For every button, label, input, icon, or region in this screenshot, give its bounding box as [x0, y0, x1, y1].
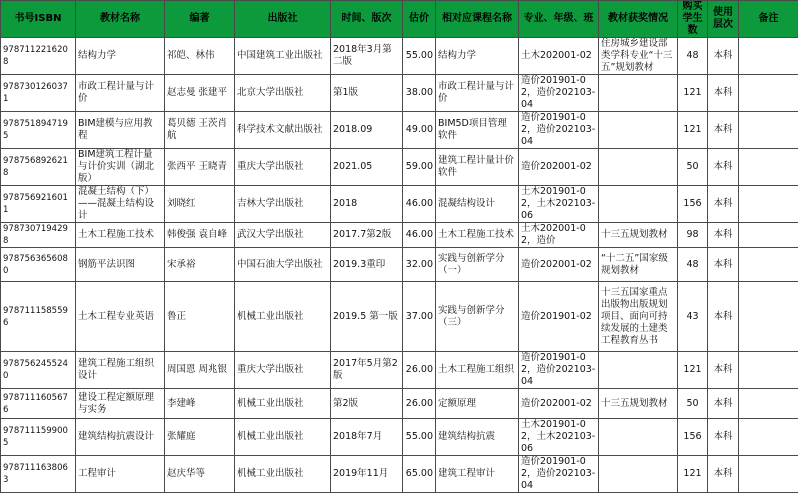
cell-title[interactable]: 钢筋平法识图	[76, 248, 165, 282]
cell-level[interactable]: 本科	[708, 389, 739, 419]
cell-award[interactable]: 十三五国家重点出版物出版规划项目、面向可持续发展的土建类工程教育丛书	[599, 282, 678, 352]
cell-class[interactable]: 造价202001-02	[519, 149, 599, 186]
table-row[interactable]	[1, 389, 798, 419]
cell-edition[interactable]: 2018	[331, 186, 403, 223]
cell-title[interactable]: 建筑工程施工组织设计	[76, 352, 165, 389]
cell-price[interactable]: 55.00	[403, 38, 436, 75]
cell-remarks[interactable]	[739, 223, 798, 248]
cell-course[interactable]: 混凝结构设计	[436, 186, 519, 223]
cell-course[interactable]: 土木工程施工技术	[436, 223, 519, 248]
cell-students[interactable]: 121	[678, 456, 708, 493]
cell-remarks[interactable]	[739, 38, 798, 75]
table-row[interactable]	[1, 282, 798, 352]
cell-remarks[interactable]	[739, 352, 798, 389]
table-row[interactable]	[1, 75, 798, 112]
cell-publisher[interactable]: 重庆大学出版社	[235, 149, 331, 186]
cell-course[interactable]: 定额原理	[436, 389, 519, 419]
cell-author[interactable]: 张西平 王晓青	[165, 149, 235, 186]
cell-remarks[interactable]	[739, 186, 798, 223]
cell-price[interactable]: 46.00	[403, 186, 436, 223]
cell-author[interactable]: 周国恩 周兆银	[165, 352, 235, 389]
cell-publisher[interactable]: 科学技术文献出版社	[235, 112, 331, 149]
cell-students[interactable]: 121	[678, 352, 708, 389]
cell-students[interactable]: 156	[678, 186, 708, 223]
cell-price[interactable]: 49.00	[403, 112, 436, 149]
cell-title[interactable]: BIM建模与应用教程	[76, 112, 165, 149]
cell-price[interactable]: 38.00	[403, 75, 436, 112]
cell-author[interactable]: 宋承裕	[165, 248, 235, 282]
cell-price[interactable]: 65.00	[403, 456, 436, 493]
cell-level[interactable]: 本科	[708, 149, 739, 186]
cell-title[interactable]: 建设工程定额原理与实务	[76, 389, 165, 419]
header-title[interactable]: 教材名称	[76, 1, 165, 38]
table-row[interactable]	[1, 149, 798, 186]
cell-author[interactable]: 赵志曼 张建平	[165, 75, 235, 112]
cell-class[interactable]: 土木202001-02	[519, 38, 599, 75]
cell-award[interactable]	[599, 456, 678, 493]
table-row[interactable]	[1, 419, 798, 456]
cell-remarks[interactable]	[739, 112, 798, 149]
table-row[interactable]	[1, 248, 798, 282]
cell-level[interactable]: 本科	[708, 248, 739, 282]
cell-class[interactable]: 土木201901-02，土木202103-06	[519, 419, 599, 456]
cell-level[interactable]: 本科	[708, 186, 739, 223]
cell-title[interactable]: 土木工程专业英语	[76, 282, 165, 352]
cell-isbn[interactable]: 9787111585596	[1, 282, 76, 352]
cell-course[interactable]: 市政工程计量与计价	[436, 75, 519, 112]
cell-edition[interactable]: 2018.09	[331, 112, 403, 149]
cell-isbn[interactable]: 9787112216208	[1, 38, 76, 75]
cell-course[interactable]: 建筑结构抗震	[436, 419, 519, 456]
cell-award[interactable]: 住房城乡建设部类学科专业“十三五”规划教材	[599, 38, 678, 75]
header-edition[interactable]: 时间、版次	[331, 1, 403, 38]
cell-award[interactable]	[599, 149, 678, 186]
cell-course[interactable]: 土木工程施工组织	[436, 352, 519, 389]
cell-isbn[interactable]: 9787568926218	[1, 149, 76, 186]
cell-students[interactable]: 48	[678, 38, 708, 75]
cell-award[interactable]	[599, 419, 678, 456]
cell-class[interactable]: 土木202001-02，造价	[519, 223, 599, 248]
cell-price[interactable]: 26.00	[403, 352, 436, 389]
cell-level[interactable]: 本科	[708, 282, 739, 352]
header-row	[1, 1, 798, 38]
cell-level[interactable]: 本科	[708, 456, 739, 493]
cell-students[interactable]: 50	[678, 149, 708, 186]
cell-award[interactable]: 十三五规划教材	[599, 223, 678, 248]
cell-price[interactable]: 55.00	[403, 419, 436, 456]
cell-title[interactable]: 土木工程施工技术	[76, 223, 165, 248]
table-row[interactable]	[1, 112, 798, 149]
cell-title[interactable]: 混凝土结构（下）——混凝土结构设计	[76, 186, 165, 223]
cell-edition[interactable]: 第2版	[331, 389, 403, 419]
table-row[interactable]	[1, 38, 798, 75]
cell-author[interactable]: 刘晓红	[165, 186, 235, 223]
cell-class[interactable]: 土木201901-02，土木202103-06	[519, 186, 599, 223]
cell-author[interactable]: 葛贝德 王茨肖航	[165, 112, 235, 149]
cell-course[interactable]: 建筑工程审计	[436, 456, 519, 493]
cell-course[interactable]: 实践与创新学分（一）	[436, 248, 519, 282]
cell-class[interactable]: 造价201901-02	[519, 282, 599, 352]
cell-price[interactable]: 37.00	[403, 282, 436, 352]
cell-course[interactable]: 建筑工程计量计价软件	[436, 149, 519, 186]
cell-level[interactable]: 本科	[708, 112, 739, 149]
cell-price[interactable]: 59.00	[403, 149, 436, 186]
cell-class[interactable]: 造价201901-02，造价202103-04	[519, 456, 599, 493]
cell-class[interactable]: 造价201901-02，造价202103-04	[519, 352, 599, 389]
cell-remarks[interactable]	[739, 75, 798, 112]
cell-edition[interactable]: 2019年11月	[331, 456, 403, 493]
cell-level[interactable]: 本科	[708, 75, 739, 112]
table-body	[1, 38, 798, 493]
cell-edition[interactable]: 第1版	[331, 75, 403, 112]
cell-award[interactable]: “十二五”国家级规划教材	[599, 248, 678, 282]
cell-author[interactable]: 鲁正	[165, 282, 235, 352]
cell-isbn[interactable]: 9787518947195	[1, 112, 76, 149]
cell-remarks[interactable]	[739, 149, 798, 186]
cell-title[interactable]: 市政工程计量与计价	[76, 75, 165, 112]
cell-students[interactable]: 121	[678, 112, 708, 149]
cell-level[interactable]: 本科	[708, 352, 739, 389]
cell-award[interactable]	[599, 352, 678, 389]
cell-course[interactable]: BIM5D项目管理软件	[436, 112, 519, 149]
cell-price[interactable]: 32.00	[403, 248, 436, 282]
cell-edition[interactable]: 2018年7月	[331, 419, 403, 456]
cell-isbn[interactable]: 9787307194298	[1, 223, 76, 248]
cell-remarks[interactable]	[739, 282, 798, 352]
cell-edition[interactable]: 2021.05	[331, 149, 403, 186]
cell-students[interactable]: 43	[678, 282, 708, 352]
table-row[interactable]	[1, 456, 798, 493]
cell-class[interactable]: 造价201901-02，造价202103-04	[519, 112, 599, 149]
cell-edition[interactable]: 2018年3月第二版	[331, 38, 403, 75]
cell-level[interactable]: 本科	[708, 223, 739, 248]
cell-students[interactable]: 50	[678, 389, 708, 419]
cell-level[interactable]: 本科	[708, 419, 739, 456]
table-row[interactable]	[1, 223, 798, 248]
cell-award[interactable]	[599, 186, 678, 223]
cell-award[interactable]: 十三五规划教材	[599, 389, 678, 419]
cell-price[interactable]: 26.00	[403, 389, 436, 419]
cell-course[interactable]: 实践与创新学分（三）	[436, 282, 519, 352]
header-students[interactable]: 购买学生数	[678, 1, 708, 38]
cell-title[interactable]: 结构力学	[76, 38, 165, 75]
cell-author[interactable]: 祁皑、林伟	[165, 38, 235, 75]
cell-remarks[interactable]	[739, 419, 798, 456]
cell-class[interactable]: 造价202001-02	[519, 248, 599, 282]
cell-publisher[interactable]: 机械工业出版社	[235, 389, 331, 419]
cell-students[interactable]: 121	[678, 75, 708, 112]
cell-title[interactable]: 工程审计	[76, 456, 165, 493]
cell-level[interactable]: 本科	[708, 38, 739, 75]
header-level[interactable]: 使用层次	[708, 1, 739, 38]
cell-award[interactable]	[599, 75, 678, 112]
cell-course[interactable]: 结构力学	[436, 38, 519, 75]
cell-isbn[interactable]: 9787301260371	[1, 75, 76, 112]
cell-isbn[interactable]: 9787563656080	[1, 248, 76, 282]
cell-isbn[interactable]: 9787111605676	[1, 389, 76, 419]
cell-author[interactable]: 赵庆华等	[165, 456, 235, 493]
cell-publisher[interactable]: 机械工业出版社	[235, 419, 331, 456]
header-award[interactable]: 教材获奖情况	[599, 1, 678, 38]
header-course[interactable]: 相对应课程名称	[436, 1, 519, 38]
table-row[interactable]	[1, 352, 798, 389]
header-publisher[interactable]: 出版社	[235, 1, 331, 38]
cell-students[interactable]: 48	[678, 248, 708, 282]
cell-title[interactable]: 建筑结构抗震设计	[76, 419, 165, 456]
header-isbn[interactable]: 书号ISBN	[1, 1, 76, 38]
cell-isbn[interactable]: 9787111638063	[1, 456, 76, 493]
cell-class[interactable]: 造价201901-02，造价202103-04	[519, 75, 599, 112]
header-author[interactable]: 编著	[165, 1, 235, 38]
table-row[interactable]	[1, 186, 798, 223]
cell-remarks[interactable]	[739, 389, 798, 419]
cell-publisher[interactable]: 中国石油大学出版社	[235, 248, 331, 282]
cell-publisher[interactable]: 武汉大学出版社	[235, 223, 331, 248]
cell-edition[interactable]: 2017年5月第2版	[331, 352, 403, 389]
header-class[interactable]: 专业、年级、班	[519, 1, 599, 38]
cell-publisher[interactable]: 重庆大学出版社	[235, 352, 331, 389]
cell-students[interactable]: 98	[678, 223, 708, 248]
cell-title[interactable]: BIM建筑工程计量与计价实训（湖北版）	[76, 149, 165, 186]
cell-author[interactable]: 韩俊强 袁自峰	[165, 223, 235, 248]
cell-publisher[interactable]: 机械工业出版社	[235, 282, 331, 352]
cell-author[interactable]: 张耀庭	[165, 419, 235, 456]
cell-edition[interactable]: 2017.7第2版	[331, 223, 403, 248]
cell-publisher[interactable]: 北京大学出版社	[235, 75, 331, 112]
cell-price[interactable]: 46.00	[403, 223, 436, 248]
cell-remarks[interactable]	[739, 248, 798, 282]
cell-students[interactable]: 156	[678, 419, 708, 456]
cell-remarks[interactable]	[739, 456, 798, 493]
cell-publisher[interactable]: 吉林大学出版社	[235, 186, 331, 223]
cell-author[interactable]: 李建峰	[165, 389, 235, 419]
cell-isbn[interactable]: 9787562455240	[1, 352, 76, 389]
cell-isbn[interactable]: 9787111599005	[1, 419, 76, 456]
cell-isbn[interactable]: 9787569216011	[1, 186, 76, 223]
cell-class[interactable]: 造价202001-02	[519, 389, 599, 419]
cell-publisher[interactable]: 机械工业出版社	[235, 456, 331, 493]
header-remarks[interactable]: 备注	[739, 1, 798, 38]
cell-publisher[interactable]: 中国建筑工业出版社	[235, 38, 331, 75]
cell-edition[interactable]: 2019.5 第一版	[331, 282, 403, 352]
cell-award[interactable]	[599, 112, 678, 149]
cell-edition[interactable]: 2019.3重印	[331, 248, 403, 282]
header-price[interactable]: 估价	[403, 1, 436, 38]
